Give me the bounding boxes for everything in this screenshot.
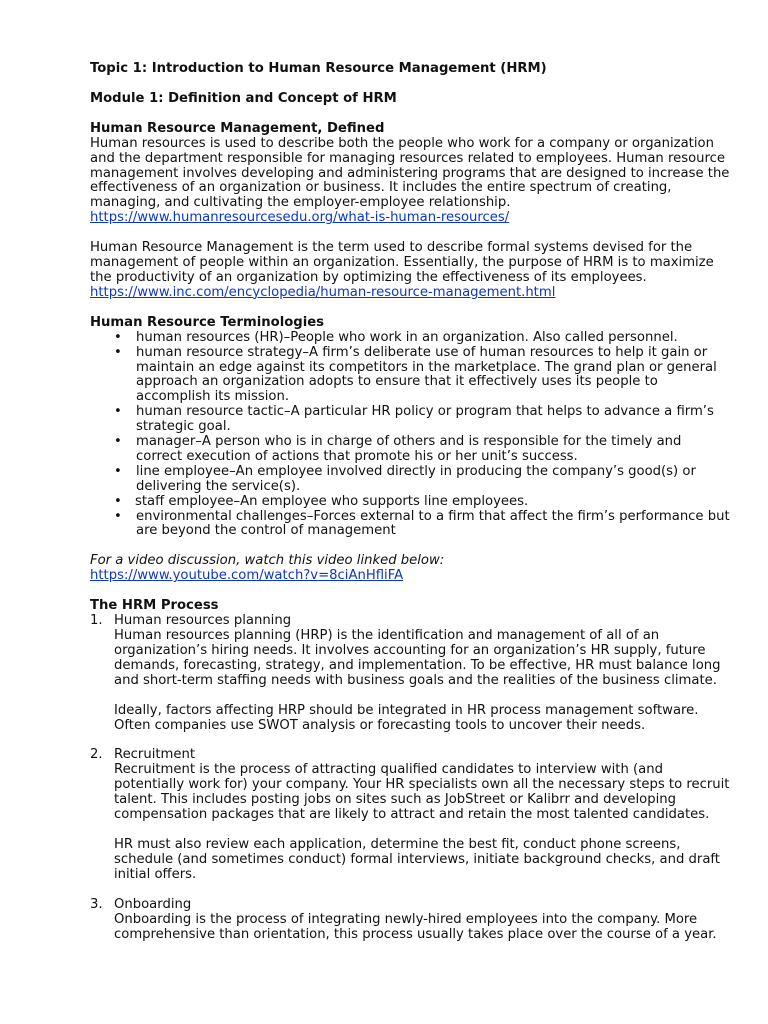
step-number: 2. (90, 747, 103, 763)
list-item: • staff employee–An employee who supports line employees. (90, 495, 730, 510)
list-item: • manager–A person who is in charge of others and is responsible for the timely and correct execution of actions that promote his or her unit’s success. (90, 435, 730, 465)
list-item: • environmental challenges–Forces external to a firm that affect the firm’s performance but are beyond the control of management (90, 510, 730, 540)
module-title: Module 1: Definition and Concept of HRM (90, 90, 397, 106)
list-item: • human resources (HR)–People who work in an organization. Also called personnel. (90, 331, 730, 346)
terminology-list (90, 331, 730, 540)
section-heading-defined: Human Resource Management, Defined (90, 120, 385, 136)
section-heading-terminologies: Human Resource Terminologies (90, 314, 325, 330)
step-paragraph: Recruitment is the process of attracting qualified candidates to interview with (and potentially work for) your company. Your HR specialists own all the necessary steps to recruit talent. This includes posting jobs on sites such as JobStreet or Kalibrr and developing compensation packages that are likely to attract and retain the most talented candidates. (114, 762, 730, 823)
process-step-recruitment (90, 748, 730, 897)
definition-paragraph-1: Human resources is used to describe both the people who work for a company or organization and the department responsible for managing resources related to employees. Human resource management involves developing and administering programs that are designed to increase the effectiveness of an organization or business. It includes the entire spectrum of creating, managing, and cultivating the employer-employee relationship. (90, 135, 730, 211)
source-link-2[interactable]: https://www.inc.com/encyclopedia/human-resource-management.html (90, 284, 556, 300)
video-intro-text: For a video discussion, watch this video linked below: (90, 553, 445, 569)
step-title: Recruitment (114, 747, 196, 763)
step-number: 3. (90, 896, 103, 912)
process-steps (90, 614, 730, 942)
step-paragraph: HR must also review each application, determine the best fit, conduct phone screens, schedule (and sometimes conduct) formal interviews, initiate background checks, and draft initial offers. (114, 836, 720, 882)
topic-title: Topic 1: Introduction to Human Resource Management (HRM) (90, 61, 547, 76)
step-title: Human resources planning (114, 613, 292, 629)
process-step-onboarding (90, 898, 730, 943)
step-title: Onboarding (114, 896, 192, 912)
list-item: • line employee–An employee involved directly in producing the company’s good(s) or delivering the service(s). (90, 465, 730, 495)
definition-paragraph-2: Human Resource Management is the term used to describe formal systems devised for the management of people within an organization. Essentially, the purpose of HRM is to maximize the productivity of an organization by optimizing the effectiveness of its employees. (90, 240, 714, 285)
step-paragraph: Onboarding is the process of integrating newly-hired employees into the company. More comprehensive than orientation, this process usually takes place over the course of a year. (114, 911, 717, 942)
list-item: • human resource strategy–A firm’s deliberate use of human resources to help it gain or maintain an edge against its competitors in the marketplace. The grand plan or general approach an organization adopts to ensure that it effectively uses its people to accomplish its mission. (90, 346, 730, 406)
section-heading-process: The HRM Process (90, 598, 219, 614)
list-item: • human resource tactic–A particular HR policy or program that helps to advance a firm’s strategic goal. (90, 405, 730, 435)
step-paragraph: Ideally, factors affecting HRP should be integrated in HR process management software. Often companies use SWOT analysis or forecasting tools to uncover their needs. (114, 702, 699, 733)
source-link-1[interactable]: https://www.humanresourcesedu.org/what-is-human-resources/ (90, 210, 510, 226)
video-link[interactable]: https://www.youtube.com/watch?v=8ciAnHfliFA (90, 568, 404, 584)
process-step-planning (90, 614, 730, 748)
document-page (90, 62, 730, 942)
step-paragraph: Human resources planning (HRP) is the identification and management of all of an organization’s hiring needs. It involves accounting for an organization’s HR supply, future demands, forecasting, strategy, and implementation. To be effective, HR must balance long and short-term staffing needs with business goals and the realities of the business climate. (114, 628, 721, 688)
step-number: 1. (90, 613, 103, 629)
